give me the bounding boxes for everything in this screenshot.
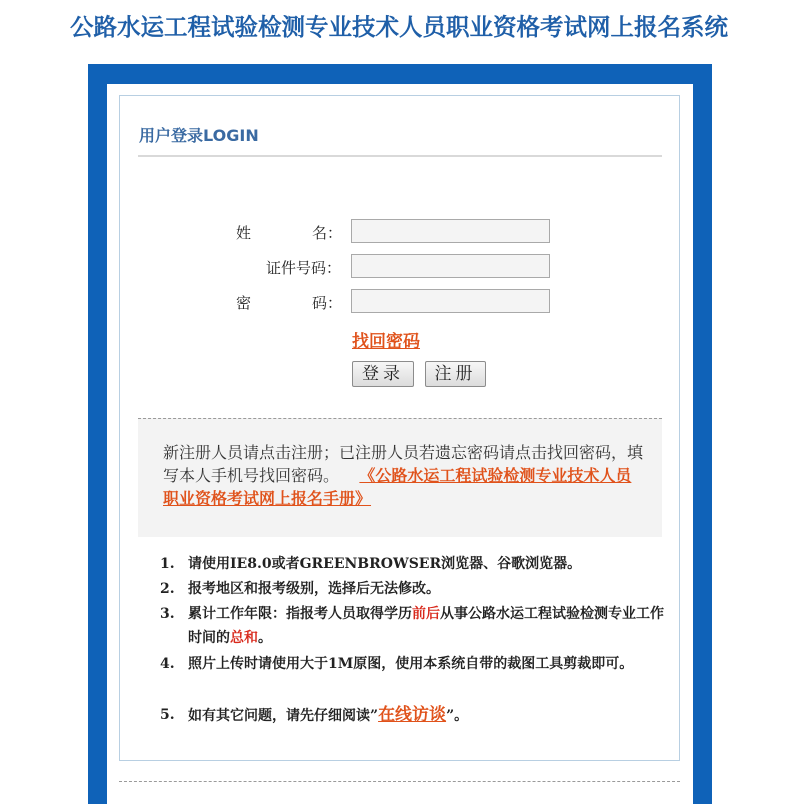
note-text [188,602,668,650]
info-text [163,441,643,510]
bottom-divider [119,781,680,783]
note-number: 4. [160,656,175,672]
note-text-part: 如有其它问题，请先仔细阅读” [188,708,379,724]
note-number: 5. [160,707,175,723]
online-interview-link[interactable]: 在线访谈 [378,705,447,725]
note-number: 3. [160,606,175,622]
manual-link[interactable]: 《公路水运工程试验检测专业技术人员职业资格考试网上报名手册》 [163,466,632,508]
info-message: 新注册人员请点击注册；已注册人员若遗忘密码请点击找回密码，填写本人手机号找回密码。 [163,443,644,485]
name-input[interactable] [351,219,550,243]
heading-divider [138,155,662,157]
note-text-part: 累计工作年限：指报考人员取得学历 [188,606,412,622]
note-text-part: 从事公路水运工程试验检测专业工作时间的 [188,606,664,646]
note-text: 照片上传时请使用大于1M原图，使用本系统自带的裁图工具剪裁即可。 [188,656,634,672]
note-number: 1. [160,556,175,572]
info-spacer [344,466,354,485]
forgot-password-link[interactable]: 找回密码 [352,332,420,352]
id-number-input[interactable] [351,254,550,278]
password-label-second: 码： [312,294,343,312]
id-number-label: 证件号码： [266,259,342,277]
password-input[interactable] [351,289,550,313]
note-text [188,703,668,728]
note-text-part: ”。 [446,708,469,724]
note-number: 2. [160,581,175,597]
page-title: 公路水运工程试验检测专业技术人员职业资格考试网上报名系统 [70,13,728,41]
name-label-first: 姓 [236,224,252,242]
register-button[interactable]: 注册 [425,361,486,387]
note-highlight: 前后 [412,606,440,622]
password-label-first: 密 [236,294,252,312]
name-label-second: 名： [312,224,343,242]
login-button[interactable]: 登录 [352,361,414,387]
note-text: 请使用IE8.0或者GREENBROWSER浏览器、谷歌浏览器。 [188,556,582,572]
note-text: 报考地区和报考级别，选择后无法修改。 [188,581,440,597]
login-heading: 用户登录LOGIN [139,126,259,145]
note-highlight: 总和 [230,630,258,646]
note-text-part: 。 [258,630,272,646]
